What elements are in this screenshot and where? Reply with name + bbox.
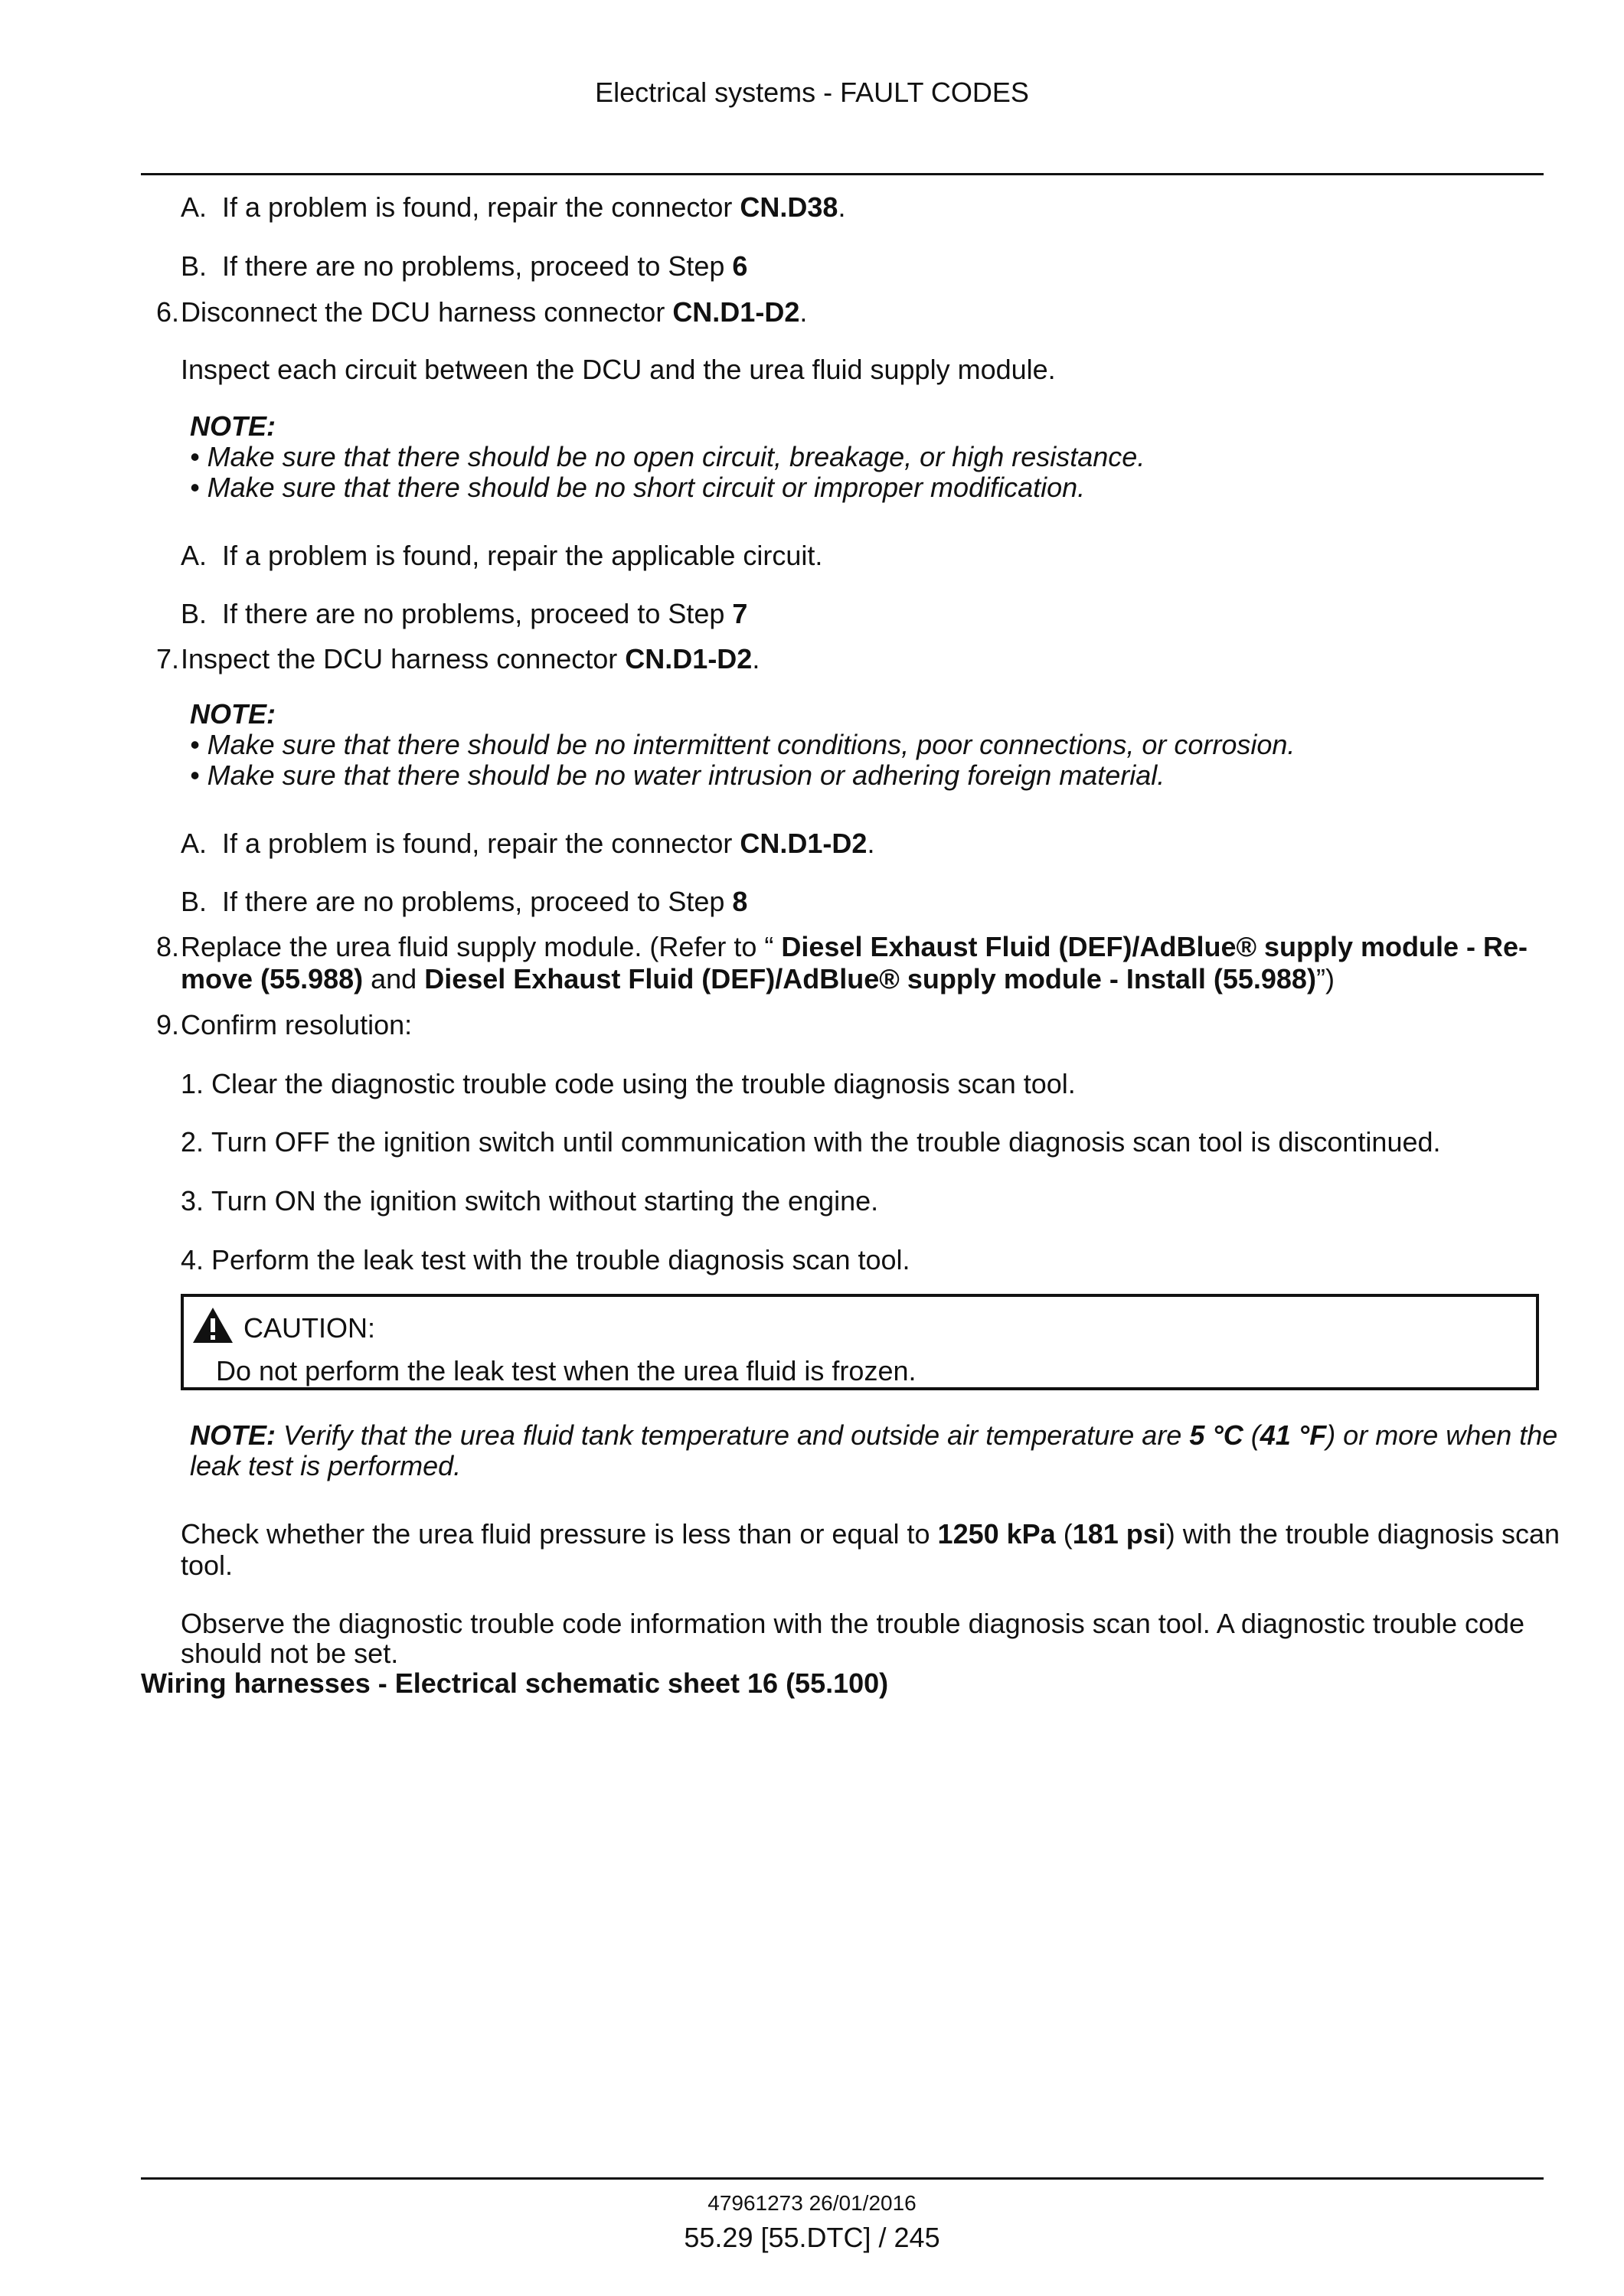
note-temperature-line2: leak test is performed.	[190, 1450, 462, 1481]
step-ref: 8	[732, 886, 748, 917]
step-text: If a problem is found, repair the connector	[222, 191, 740, 223]
step-text: If a problem is found, repair the applicable circuit.	[222, 540, 823, 571]
punct: .	[838, 191, 846, 223]
marker: A.	[181, 540, 207, 571]
reference-link-remove[interactable]: Diesel Exhaust Fluid (DEF)/AdBlue® supply module - Re-	[781, 931, 1528, 962]
step-9-3	[181, 1185, 878, 1217]
note-line: • Make sure that there should be no short circuit or improper modification.	[190, 472, 1086, 503]
step-8-line2	[181, 963, 1335, 995]
punct: .	[867, 828, 875, 859]
step-number-7: 7.	[155, 643, 179, 674]
warning-triangle-icon	[191, 1306, 234, 1344]
punct: .	[752, 643, 760, 674]
check-pressure-line1	[181, 1518, 1560, 1550]
observe-line2: should not be set.	[181, 1638, 399, 1669]
step-number-9: 9.	[155, 1009, 179, 1040]
connector-id: CN.D1-D2	[625, 643, 753, 674]
marker: B.	[181, 598, 207, 629]
para-text: Check whether the urea fluid pressure is less than or equal to	[181, 1518, 938, 1550]
marker: A.	[181, 828, 207, 859]
note-temperature-line1	[190, 1419, 1557, 1452]
step-6	[181, 296, 807, 328]
step-text: Inspect the DCU harness connector	[181, 643, 626, 674]
step-text: Clear the diagnostic trouble code using the trouble diagnosis scan tool.	[211, 1068, 1076, 1099]
note-line: • Make sure that there should be no water intrusion or adhering foreign material.	[190, 759, 1165, 791]
step-text: Perform the leak test with the trouble diagnosis scan tool.	[211, 1244, 910, 1275]
note-label: NOTE:	[190, 698, 276, 730]
note-text: ) or more when the	[1326, 1419, 1558, 1451]
para-text: ) with the trouble diagnosis scan	[1165, 1518, 1560, 1550]
observe-line1: Observe the diagnostic trouble code information with the trouble diagnosis scan tool. A diagnostic trouble code	[181, 1608, 1525, 1639]
step-ref: 6	[732, 250, 748, 282]
note-line: • Make sure that there should be no open circuit, breakage, or high resistance.	[190, 441, 1145, 472]
note-label: NOTE:	[190, 410, 276, 442]
step-5a	[181, 191, 845, 224]
caution-text: Do not perform the leak test when the urea fluid is frozen.	[216, 1355, 917, 1386]
connector-id: CN.D1-D2	[740, 828, 868, 859]
note-line: • Make sure that there should be no intermittent conditions, poor connections, or corrosion.	[190, 729, 1296, 760]
note-label: NOTE:	[190, 1419, 276, 1451]
punct: .	[799, 296, 808, 328]
page-header-title: Electrical systems - FAULT CODES	[595, 77, 1029, 108]
marker: 4.	[181, 1244, 204, 1275]
step-number-8: 8.	[155, 931, 179, 962]
step-ref: 7	[732, 598, 748, 629]
step-6b	[181, 598, 747, 630]
header-rule	[141, 173, 1544, 175]
check-pressure-line2: tool.	[181, 1550, 234, 1581]
step-text: Disconnect the DCU harness connector	[181, 296, 673, 328]
step-8-line1	[181, 931, 1528, 963]
step-text: If there are no problems, proceed to Step	[222, 250, 733, 282]
step-9-4	[181, 1244, 910, 1276]
pressure-psi: 181 psi	[1072, 1518, 1166, 1550]
step-text: Turn ON the ignition switch without starting the engine.	[211, 1185, 879, 1217]
footer-doc-number: 47961273 26/01/2016	[707, 2191, 917, 2215]
step-9-1	[181, 1068, 1076, 1100]
step-9: Confirm resolution:	[181, 1009, 413, 1040]
marker: 1.	[181, 1068, 204, 1099]
step-text: Replace the urea fluid supply module. (Refer to “	[181, 931, 782, 962]
note-text: (	[1243, 1419, 1260, 1451]
step-text: and	[363, 963, 425, 994]
marker: B.	[181, 250, 207, 282]
marker: B.	[181, 886, 207, 917]
wiring-schematic-link[interactable]: Wiring harnesses - Electrical schematic sheet 16 (55.100)	[141, 1667, 889, 1699]
reference-link-install[interactable]: Diesel Exhaust Fluid (DEF)/AdBlue® supply module - Install (55.988)	[424, 963, 1316, 994]
step-7b	[181, 886, 747, 918]
reference-link-remove-cont[interactable]: move (55.988)	[181, 963, 364, 994]
step-7a	[181, 828, 874, 860]
step-text: If there are no problems, proceed to Step	[222, 886, 733, 917]
caution-box	[181, 1294, 1539, 1390]
connector-id: CN.D1-D2	[672, 296, 800, 328]
step-9-2	[181, 1126, 1441, 1158]
step-text: If a problem is found, repair the connector	[222, 828, 740, 859]
temp-fahrenheit: 41 °F	[1260, 1419, 1327, 1451]
note-text: Verify that the urea fluid tank temperature and outside air temperature are	[276, 1419, 1190, 1451]
connector-id: CN.D38	[740, 191, 838, 223]
punct: ”)	[1315, 963, 1335, 994]
step-5b	[181, 250, 747, 283]
step-text: Turn OFF the ignition switch until communication with the trouble diagnosis scan tool is discontinued.	[211, 1126, 1441, 1158]
caution-label: CAUTION:	[243, 1312, 376, 1344]
para-text: (	[1055, 1518, 1073, 1550]
marker: 3.	[181, 1185, 204, 1217]
marker: A.	[181, 191, 207, 223]
step-6a	[181, 540, 822, 572]
temp-celsius: 5 °C	[1189, 1419, 1243, 1451]
marker: 2.	[181, 1126, 204, 1158]
step-number-6: 6.	[155, 296, 179, 328]
footer-page-number: 55.29 [55.DTC] / 245	[684, 2222, 940, 2253]
step-7	[181, 643, 760, 675]
pressure-kpa: 1250 kPa	[937, 1518, 1056, 1550]
step-text: If there are no problems, proceed to Step	[222, 598, 733, 629]
step-6-paragraph: Inspect each circuit between the DCU and the urea fluid supply module.	[181, 354, 1056, 385]
footer-rule	[141, 2177, 1544, 2180]
